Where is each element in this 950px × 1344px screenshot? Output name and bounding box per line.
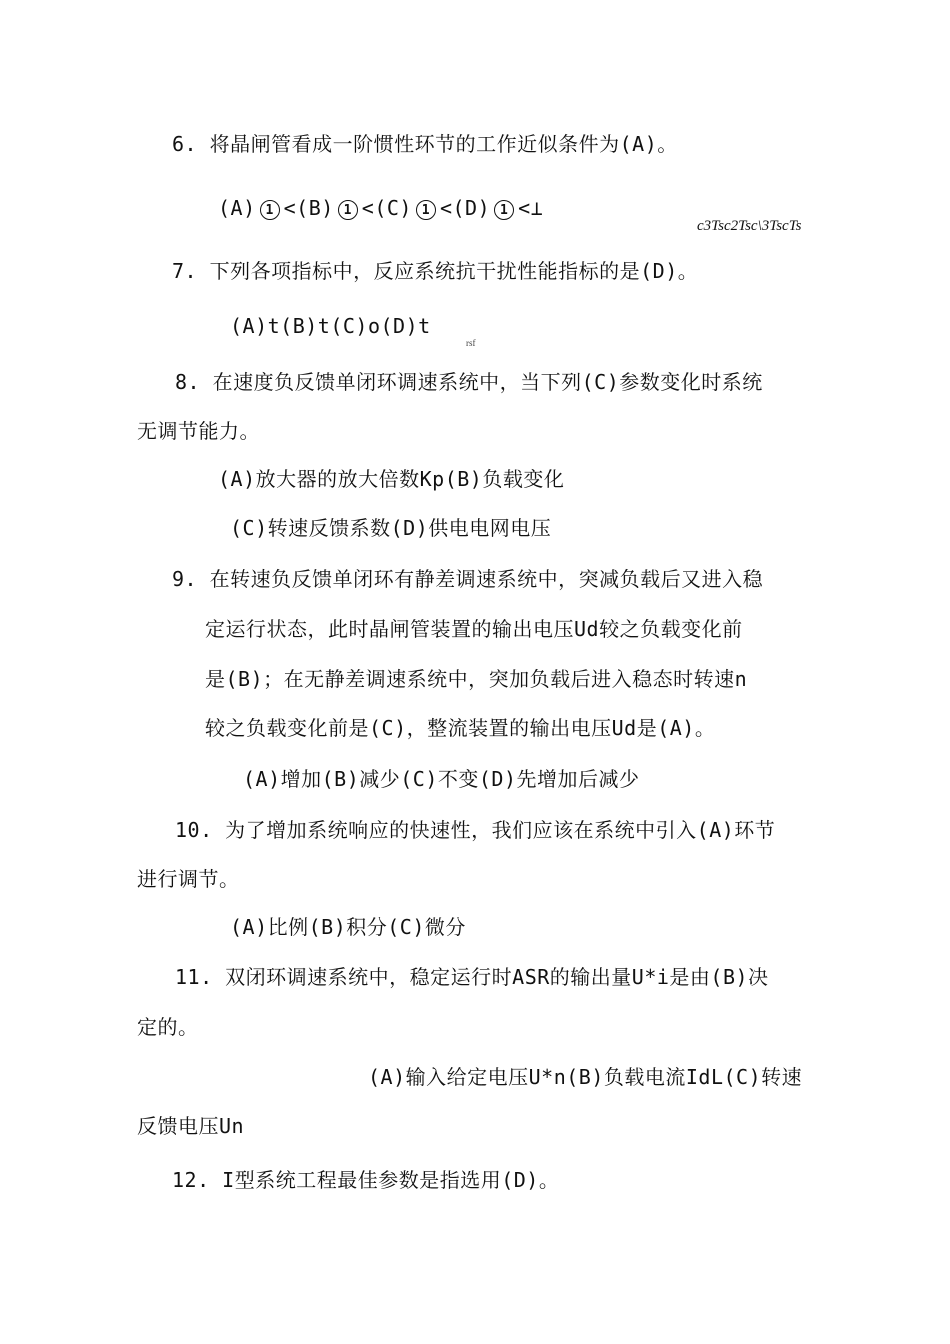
q7-options: (A)t(B)t(C)o(D)t <box>230 314 431 338</box>
q9-stem-line4: 较之负载变化前是(C)，整流装置的输出电压Ud是(A)。 <box>205 716 716 740</box>
q6-stem: 6. 将晶闸管看成一阶惯性环节的工作近似条件为(A)。 <box>172 132 678 156</box>
q11-stem-line2: 定的。 <box>137 1015 199 1039</box>
q6-opt-b: <(B) <box>283 196 334 220</box>
circled-one-icon: 1 <box>494 200 514 220</box>
q10-stem-line1: 10. 为了增加系统响应的快速性，我们应该在系统中引入(A)环节 <box>175 818 776 842</box>
q10-stem-line2: 进行调节。 <box>137 867 240 891</box>
q12-stem: 12. I型系统工程最佳参数是指选用(D)。 <box>172 1168 560 1192</box>
q8-stem-line2: 无调节能力。 <box>137 419 260 443</box>
circled-one-icon: 1 <box>416 200 436 220</box>
q9-stem-line1: 9. 在转速负反馈单闭环有静差调速系统中，突减负载后又进入稳 <box>172 567 764 591</box>
q9-stem-line3: 是(B)；在无静差调速系统中，突加负载后进入稳态时转速n <box>205 667 748 691</box>
q6-opt-c: <(C) <box>361 196 412 220</box>
q8-options-line2: (C)转速反馈系数(D)供电电网电压 <box>230 516 552 540</box>
q7-subscript: rsf <box>466 338 476 348</box>
q10-options: (A)比例(B)积分(C)微分 <box>230 915 466 939</box>
q6-opt-a: (A) <box>218 196 256 220</box>
q8-stem-line1: 8. 在速度负反馈单闭环调速系统中，当下列(C)参数变化时系统 <box>175 370 763 394</box>
circled-one-icon: 1 <box>260 200 280 220</box>
q11-stem-line1: 11. 双闭环调速系统中，稳定运行时ASR的输出量U*i是由(B)决 <box>175 965 769 989</box>
q8-options-line1: (A)放大器的放大倍数Kp(B)负载变化 <box>218 467 565 491</box>
circled-one-icon: 1 <box>338 200 358 220</box>
q9-stem-line2: 定运行状态，此时晶闸管装置的输出电压Ud较之负载变化前 <box>205 617 743 641</box>
q6-ts-formula: c3Tsc2Tsc\3TscTs <box>697 218 802 234</box>
q6-tail: <⊥ <box>518 196 544 220</box>
q9-options: (A)增加(B)减少(C)不变(D)先增加后减少 <box>243 767 640 791</box>
q6-options <box>218 194 543 222</box>
q11-options-line2: 反馈电压Un <box>137 1114 245 1138</box>
q7-stem: 7. 下列各项指标中，反应系统抗干扰性能指标的是(D)。 <box>172 259 699 283</box>
q11-options-line1: (A)输入给定电压U*n(B)负载电流IdL(C)转速 <box>368 1065 803 1089</box>
q6-opt-d: <(D) <box>439 196 491 220</box>
